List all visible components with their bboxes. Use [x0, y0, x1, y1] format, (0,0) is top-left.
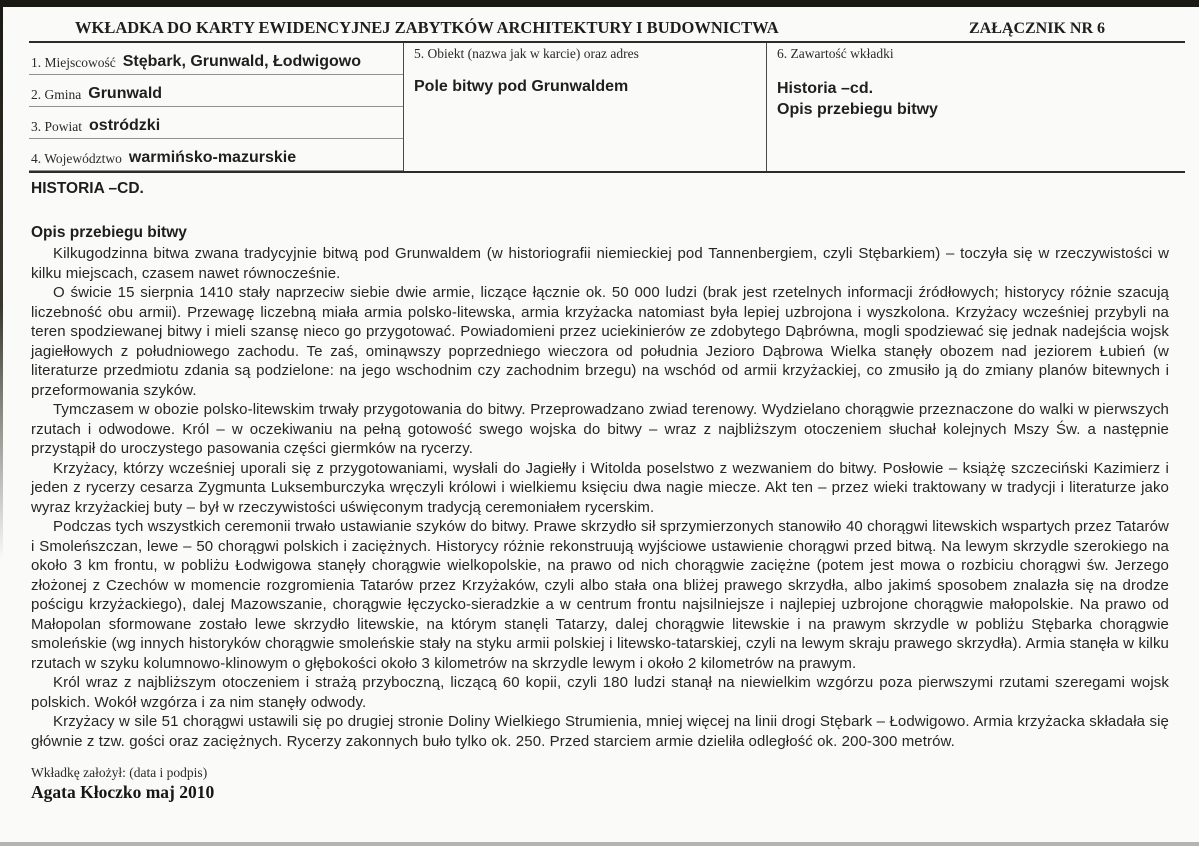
object-value: Pole bitwy pod Grunwaldem	[414, 78, 629, 95]
content-label: 6. Zawartość wkładki	[777, 46, 894, 61]
footer-signature: Agata Kłoczko maj 2010	[31, 782, 215, 802]
header	[29, 7, 1185, 41]
paragraph: Król wraz z najbliższym otoczeniem i strażą przyboczną, liczącą 60 kopii, czyli 180 ludzi stanął na niewielkim wzgórzu poza pierwszymi rzutami szeregami wojsk polskich. Wokół wzgórza i za nim stanęły odwody.	[31, 674, 1169, 711]
scan-top-edge	[0, 0, 1199, 7]
field-wojewodztwo	[29, 139, 403, 171]
subsection-title: Opis przebiegu bitwy	[31, 224, 187, 241]
content-line: Historia –cd.	[777, 80, 874, 97]
scan-bottom-edge	[0, 842, 1199, 846]
field-label: 4. Województwo	[31, 151, 122, 166]
section-title: HISTORIA –CD.	[31, 180, 144, 197]
field-gmina	[29, 75, 403, 107]
field-value: Grunwald	[88, 85, 163, 102]
content-line: Opis przebiegu bitwy	[777, 101, 938, 118]
field-value: ostródzki	[89, 117, 161, 134]
field-label: 3. Powiat	[31, 119, 83, 134]
field-miejscowosc	[29, 43, 403, 75]
annex-number: ZAŁĄCZNIK NR 6	[968, 20, 1105, 37]
form-column-object	[403, 43, 766, 171]
field-label: 2. Gmina	[31, 87, 82, 102]
body-paragraphs	[31, 244, 1169, 751]
content-value	[777, 78, 1175, 120]
scan-left-edge	[0, 0, 3, 560]
footer	[31, 765, 214, 803]
form-column-location	[29, 43, 403, 171]
paragraph: Kilkugodzinna bitwa zwana tradycyjnie bitwą pod Grunwaldem (w historiografii niemieckiej pod Tannenbergiem, czyli Stębarkiem) – toczyła się w rzeczywistości w kilku miejscach, czasem nawet równocześnie.	[31, 245, 1169, 282]
object-label: 5. Obiekt (nazwa jak w karcie) oraz adres	[414, 46, 639, 61]
form-column-content	[766, 43, 1185, 171]
page-title: WKŁADKA DO KARTY EWIDENCYJNEJ ZABYTKÓW ARCHITEKTURY I BUDOWNICTWA	[75, 18, 779, 37]
paragraph: Krzyżacy w sile 51 chorągwi ustawili się po drugiej stronie Doliny Wielkiego Strumienia, mniej więcej na linii drogi Stębark – Łodwigowo. Armia krzyżacka składała się głównie z tzw. gości oraz zaciężnych. Rycerzy zakonnych buło tylko ok. 250. Przed starciem armie dzieliła odległość ok. 200-300 metrów.	[31, 713, 1169, 750]
field-value: warmińsko-mazurskie	[128, 149, 297, 166]
paragraph: Krzyżacy, którzy wcześniej uporali się z przygotowaniami, wysłali do Jagiełły i Witolda poselstwo z wezwaniem do bitwy. Posłowie – książę szczeciński Kazimierz i jeden z rycerzy cesarza Zygmunta Luksemburczyka wręczyli królowi i wielkiemu księciu dwa nagie miecze. Akt ten – przez wieki traktowany w tradycji i literaturze jako wyraz krzyżackiej buty – był w rzeczywistości uświęconym tradycją ceremoniałem rycerskim.	[31, 459, 1169, 516]
paragraph: Tymczasem w obozie polsko-litewskim trwały przygotowania do bitwy. Przeprowadzano zwiad terenowy. Wydzielano chorągwie przeznaczone do walki w pierwszych rzutach i odwodowe. Król – w oczekiwaniu na pełną gotowość swego wojska do bitwy – wraz z najbliższym otoczeniem słuchał kolejnych Mszy Św. a następnie przystąpił do uroczystego pasowania części giermków na rycerzy.	[31, 401, 1169, 457]
footer-label: Wkładkę założył: (data i podpis)	[31, 765, 208, 780]
field-label: 1. Miejscowość	[31, 55, 116, 70]
paragraph: Podczas tych wszystkich ceremonii trwało ustawianie szyków do bitwy. Prawe skrzydło sił sprzymierzonych stanowiło 40 chorągwi litewskich wspartych przez Tatarów i Smoleńszczan, lewe – 50 chorągwi polskich i zaciężnych. Historycy różnie rekonstruują wyjściowe ustawienie chorągwi przed bitwą. Na lewym skrzydle szerokiego na około 3 km frontu, w pobliżu Łodwigowa stanęły chorągwie wielkopolskie, na prawo od nich chorągwie zaciężne (potem jest mowa o rozbiciu chorągwi św. Jerzego złożonej z Czechów w momencie rozgromienia Tatarów przez Krzyżaków, czyli albo stała ona bliżej prawego skrzydła, albo jakimś sposobem znalazła się na drodze pościgu krzyżackiego), dalej Mazowszanie, chorągwie łęczycko-sieradzkie a w centrum frontu najsilniejsze i najlepiej uzbrojone chorągwie małopolskie. Na prawo od Małopolan sformowane zostało lewe skrzydło litewskie, na którym stanęli Tatarzy, dalej chorągwie litewskie i na prawym skrzydle w pobliżu Stębarka chorągwie smoleńskie (wg innych historyków chorągwie smoleńskie stały na styku armii polskiej i litewsko-tatarskiej, czyli na lewym skraju prawego skrzydła). Armia stanęła w kilku rzutach w szyku kolumnowo-klinowym o głębokości około 3 kilometrów na skrzydle lewym i około 2 kilometrów na prawym.	[31, 518, 1169, 672]
field-value: Stębark, Grunwald, Łodwigowo	[122, 53, 361, 70]
paragraph: O świcie 15 sierpnia 1410 stały naprzeciw siebie dwie armie, liczące łącznie ok. 50 000 ludzi (brak jest rzetelnych informacji źródłowych; historycy różnie szacują liczebność obu armii). Przewagę liczebną miała armia polsko-litewska, armia krzyżacka natomiast była lepiej uzbrojona i wyszkolona. Krzyżacy wcześniej przybyli na teren spodziewanej bitwy i mieli szansę nieco go przygotować. Powiadomieni przez uciekinierów ze zdobytego Dąbrówna, mogli spodziewać się jednak nadejścia wojsk jagiełłowych z południowego zachodu. Te zaś, ominąwszy poprzedniego wieczora od południa Jezioro Dąbrowa Wielka stanęły obozem nad jeziorem Łubień (w literaturze przedmiotu zdania są podzielone: na jego wschodnim czy zachodnim brzegu) na wschód od armii krzyżackiej, co zmusiło ją do zmiany planów bitewnych i przeformowania szyków.	[31, 284, 1169, 399]
form-table	[29, 43, 1185, 173]
field-powiat	[29, 107, 403, 139]
